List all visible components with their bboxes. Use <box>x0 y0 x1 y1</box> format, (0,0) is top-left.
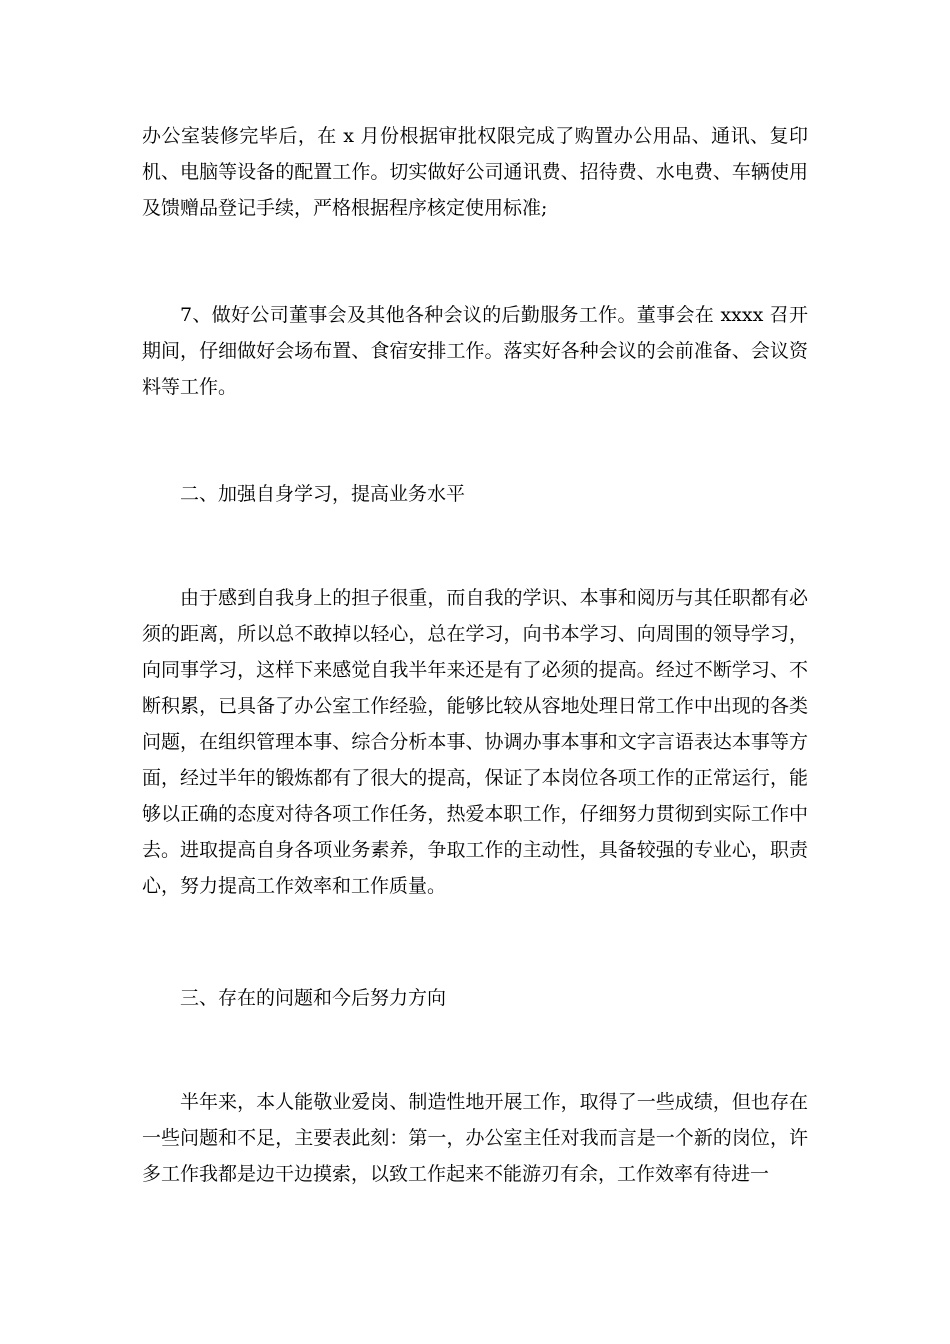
paragraph-meeting-services: 7、做好公司董事会及其他各种会议的后勤服务工作。董事会在 xxxx 召开期间，仔细做好会场布置、食宿安排工作。落实好各种会议的会前准备、会议资料等工作。 <box>142 304 808 398</box>
paragraph-problems: 半年来，本人能敬业爱岗、制造性地开展工作，取得了一些成绩，但也存在一些问题和不足，主要表此刻：第一，办公室主任对我而言是一个新的岗位，许多工作我都是边干边摸索，以致工作起来不能游刃有余，工作效率有待进一 <box>142 1091 808 1185</box>
paragraph-office-equipment: 办公室装修完毕后，在 x 月份根据审批权限完成了购置办公用品、通讯、复印机、电脑等设备的配置工作。切实做好公司通讯费、招待费、水电费、车辆使用及馈赠品登记手续，严格根据程序核定使用标准; <box>142 125 808 219</box>
section-heading-self-study: 二、加强自身学习，提高业务水平 <box>180 483 466 505</box>
section-heading-problems: 三、存在的问题和今后努力方向 <box>180 987 447 1009</box>
paragraph-self-study: 由于感到自我身上的担子很重，而自我的学识、本事和阅历与其任职都有必须的距离，所以总不敢掉以轻心，总在学习，向书本学习、向周围的领导学习，向同事学习，这样下来感觉自我半年来还是有了必须的提高。经过不断学习、不断积累，已具备了办公室工作经验，能够比较从容地处理日常工作中出现的各类问题，在组织管理本事、综合分析本事、协调办事本事和文字言语表达本事等方面，经过半年的锻炼都有了很大的提高，保证了本岗位各项工作的正常运行，能够以正确的态度对待各项工作任务，热爱本职工作，仔细努力贯彻到实际工作中去。进取提高自身各项业务素养，争取工作的主动性，具备较强的专业心，职责心，努力提高工作效率和工作质量。 <box>142 587 808 897</box>
